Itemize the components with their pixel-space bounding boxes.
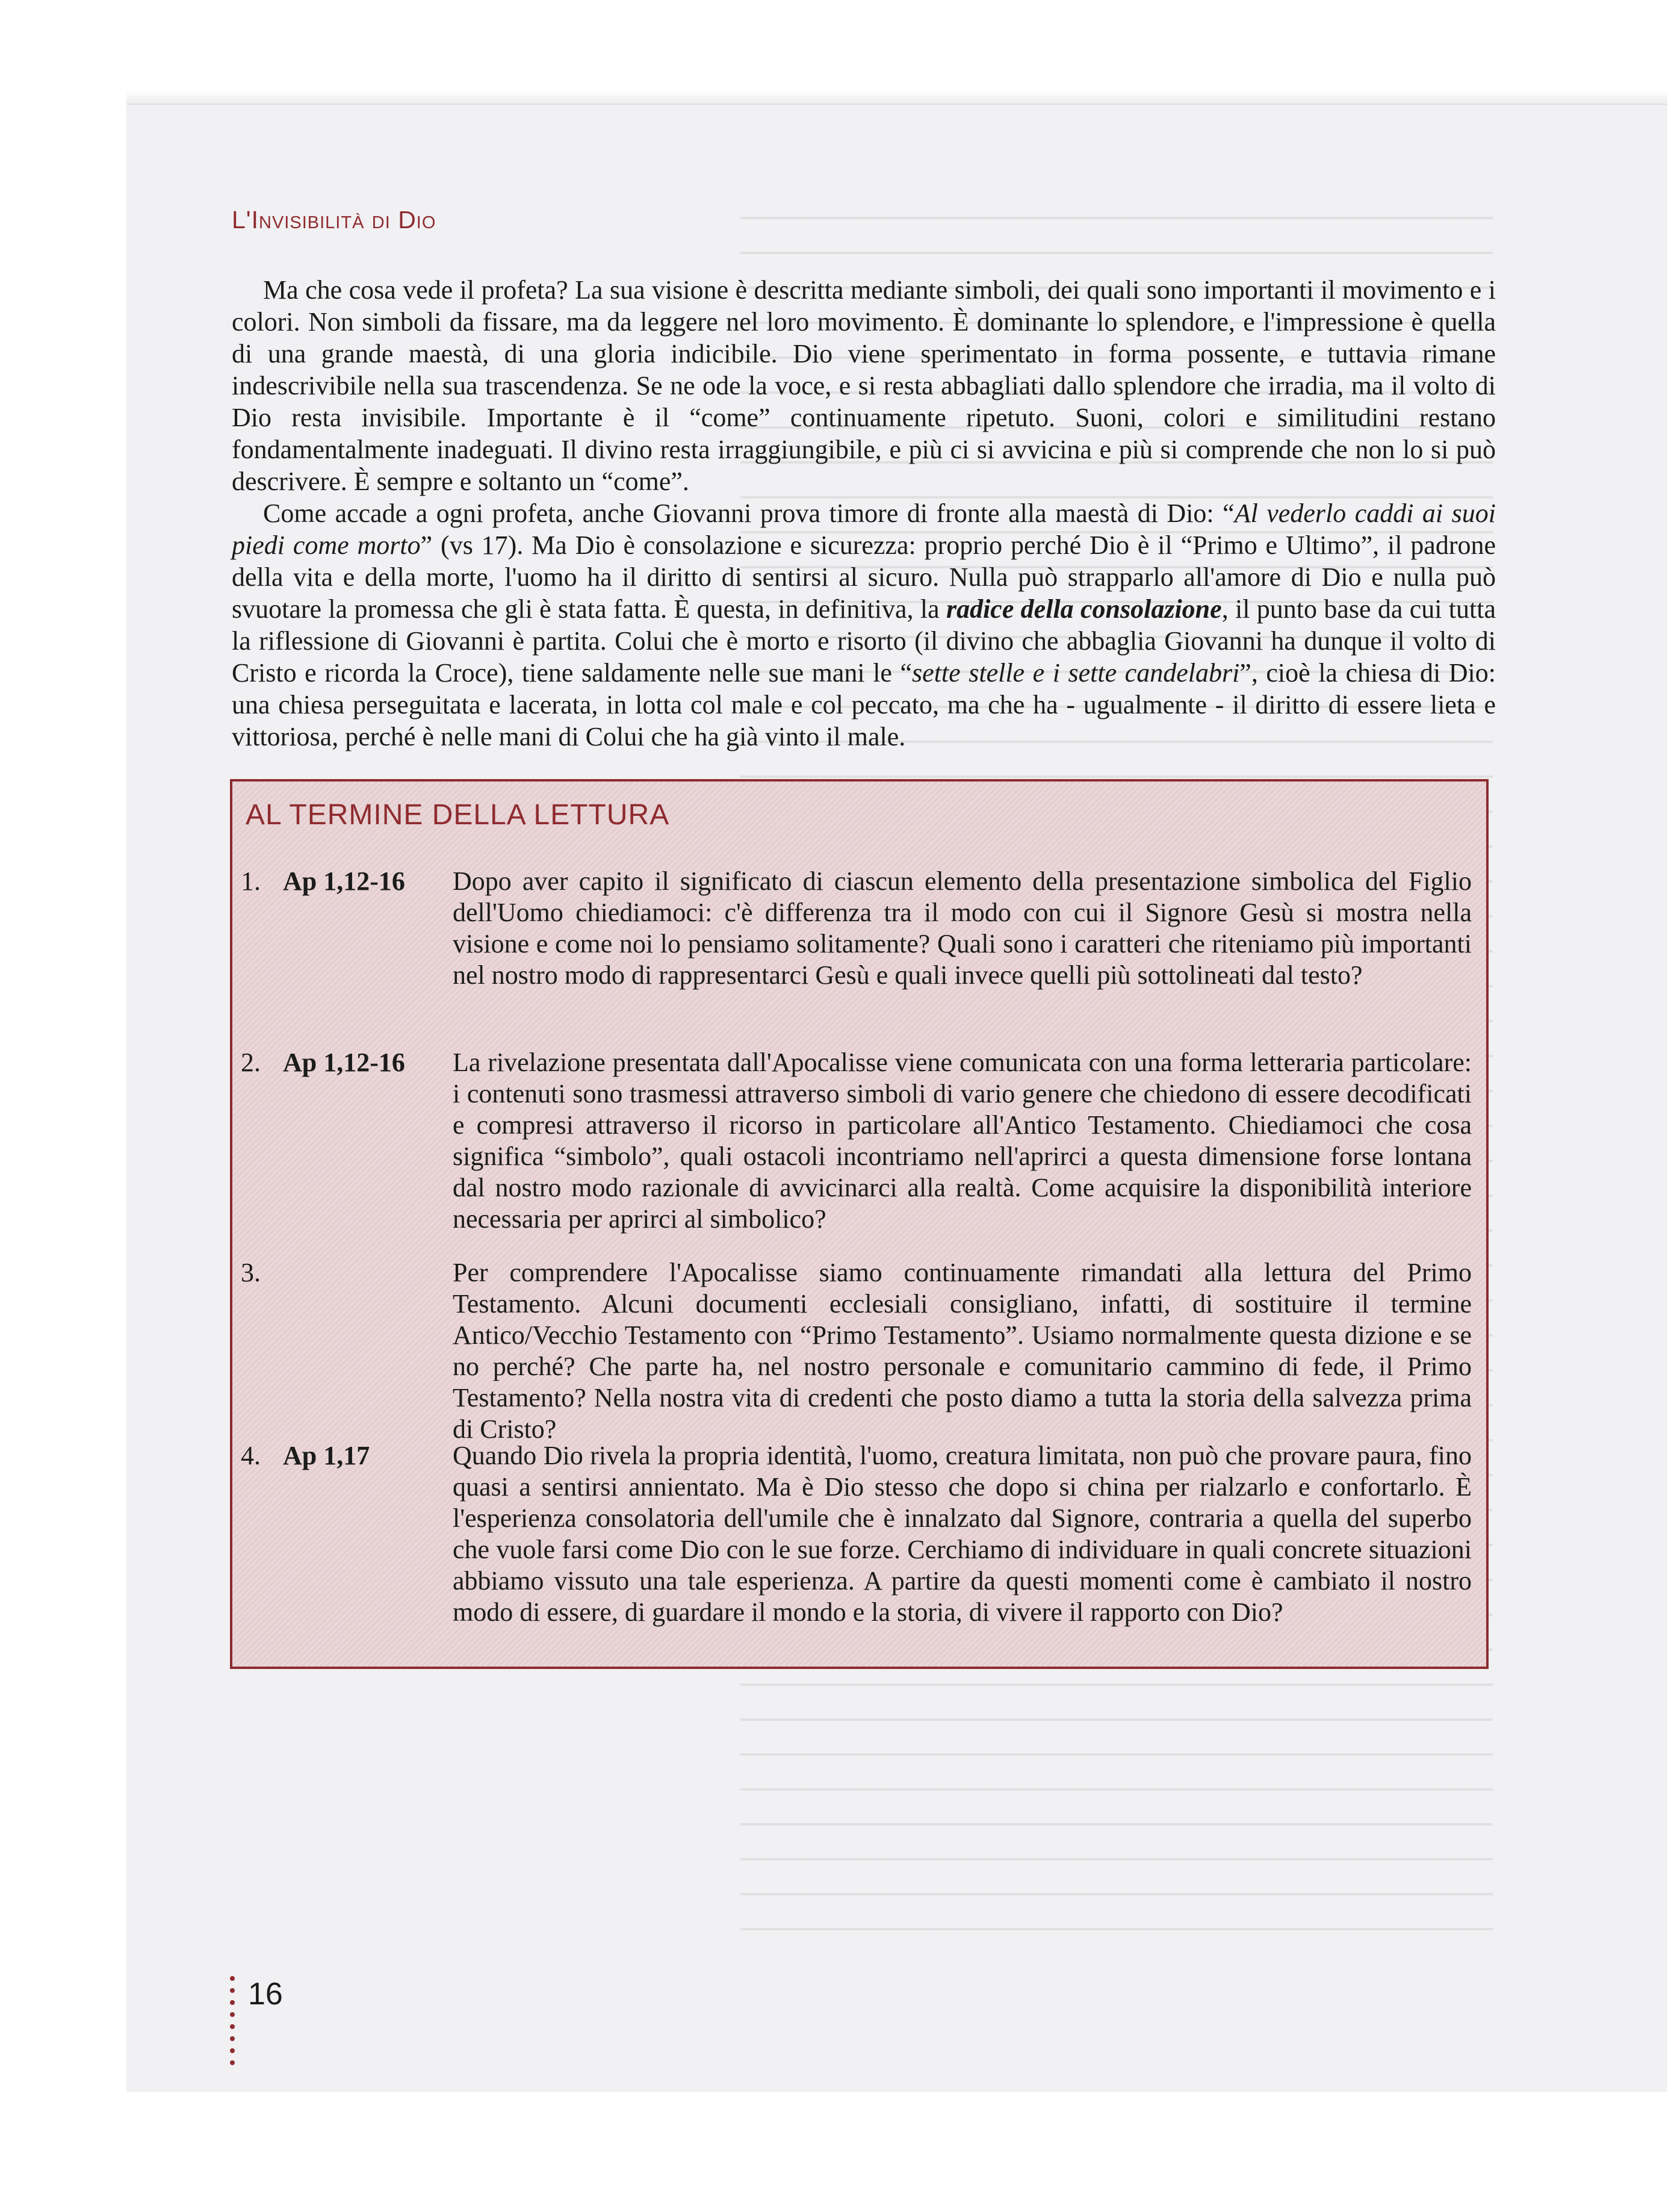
question-text: Dopo aver capito il significato di ciascun elemento della presentazione simbolica del Figlio dell'Uomo chiediamoci: c'è differenza tra il modo con cui il Signore Gesù si mostra nella visione e come noi lo pensiamo solitamente? Quali sono i caratteri che riteniamo più importanti nel nostro modo di rappresentarci Gesù e quali invece quelli più sottolineati dal testo? (453, 866, 1472, 990)
text-run: Ma che cosa vede il profeta? La sua visione è descritta mediante simboli, dei quali sono importanti il movimento e i colori. Non simboli da fissare, ma da leggere nel loro movimento. È dominante lo splendore, e l'impressione è quella di una grande maestà, di una gloria indicibile. Dio viene sperimentato in forma possente, e tuttavia rimane indescrivibile nella sua trascendenza. Se ne ode la voce, e si resta abbagliati dallo splendore che irradia, ma il volto di Dio resta invisibile. Importante è il “come” continuamente ripetuto. Suoni, colori e similitudini restano fondamentalmente inadeguati. Il divino resta irraggiungibile, e più ci si avvicina e più si comprende che non lo si può descrivere. È sempre e soltanto un “come”. (232, 275, 1496, 496)
question-4 (241, 1440, 1472, 1628)
text-run: ”, cioè la chiesa di Dio: una chiesa perseguitata e lacerata, in lotta col male e col peccato, ma che ha - ugualmente - il diritto di essere lieta e vittoriosa, perché è nelle mani di Colui che ha già vinto il male. (232, 658, 1496, 751)
text-run: ” (vs 17). Ma Dio è consolazione e sicurezza: proprio perché Dio è il “Primo e Ultimo”, il padrone della vita e della morte, l'uomo ha il diritto di sentirsi al sicuro. Nulla può strapparlo all'amore di Dio e nulla può svuotare la promessa che gli è stata fatta. È questa, in definitiva, la (232, 530, 1496, 624)
question-reference: Ap 1,12-16 (283, 866, 405, 896)
question-reference: Ap 1,17 (283, 1441, 370, 1470)
question-number: 2. (241, 1048, 261, 1077)
body-text (232, 274, 1496, 753)
text-run: Come accade a ogni profeta, anche Giovanni prova timore di fronte alla maestà di Dio: “ (263, 499, 1235, 528)
emphasis-text: Al vederlo caddi ai suoi piedi come morto (232, 499, 1496, 560)
text-run: , il punto base da cui tutta la riflessione di Giovanni è partita. Colui che è morto e risorto (il divino che abbaglia Giovanni ha dunque il volto di Cristo e ricorda la Croce), tiene saldamente nelle sue mani le “ (232, 594, 1496, 688)
question-number: 3. (241, 1258, 261, 1287)
page-number: 16 (248, 1977, 283, 2012)
paragraph-2 (232, 497, 1496, 753)
question-number: 1. (241, 866, 261, 896)
box-title: AL TERMINE DELLA LETTURA (246, 799, 670, 831)
question-reference: Ap 1,12-16 (283, 1048, 405, 1077)
paragraph-1 (232, 274, 1496, 497)
emphasis-text: radice della consolazione (946, 594, 1222, 624)
page-number-dots (230, 1976, 237, 2072)
running-head: L'Invisibilità di Dio (232, 206, 436, 234)
question-3 (241, 1257, 1472, 1445)
question-2 (241, 1047, 1472, 1235)
question-number: 4. (241, 1441, 261, 1470)
question-1 (241, 866, 1472, 991)
question-text: Per comprendere l'Apocalisse siamo continuamente rimandati alla lettura del Primo Testamento. Alcuni documenti ecclesiali consigliano, infatti, di sostituire il termine Antico/Vecchio Testamento con “Primo Testamento”. Usiamo normalmente questa dizione e se no perché? Che parte ha, nel nostro personale e comunitario cammino di fede, il Primo Testamento? Nella nostra vita di credenti che posto diamo a tutta la storia della salvezza prima di Cristo? (453, 1258, 1472, 1444)
emphasis-text: sette stelle e i sette candelabri (912, 658, 1240, 688)
reading-questions-box (230, 779, 1489, 1669)
question-text: La rivelazione presentata dall'Apocalisse viene comunicata con una forma letteraria particolare: i contenuti sono trasmessi attraverso simboli di vario genere che chiedono di essere decodificati e compresi attraverso il ricorso in particolare all'Antico Testamento. Chiediamoci che cosa significa “simbolo”, quali ostacoli incontriamo nell'aprirci a questa dimensione forse lontana dal nostro modo razionale di avvicinarci alla realtà. Come acquisire la disponibilità interiore necessaria per aprirci al simbolico? (453, 1048, 1472, 1234)
question-text: Quando Dio rivela la propria identità, l'uomo, creatura limitata, non può che provare paura, fino quasi a sentirsi annientato. Ma è Dio stesso che dopo si china per rialzarlo e confortarlo. È l'esperienza consolatoria dell'umile che è innalzato dal Signore, contraria a quella del superbo che vuole farsi come Dio con le sue forze. Cerchiamo di individuare in quali concrete situazioni abbiamo vissuto una tale esperienza. A partire da questi momenti come è cambiato il nostro modo di essere, di guardare il mondo e la storia, di vivere il rapporto con Dio? (453, 1441, 1472, 1627)
